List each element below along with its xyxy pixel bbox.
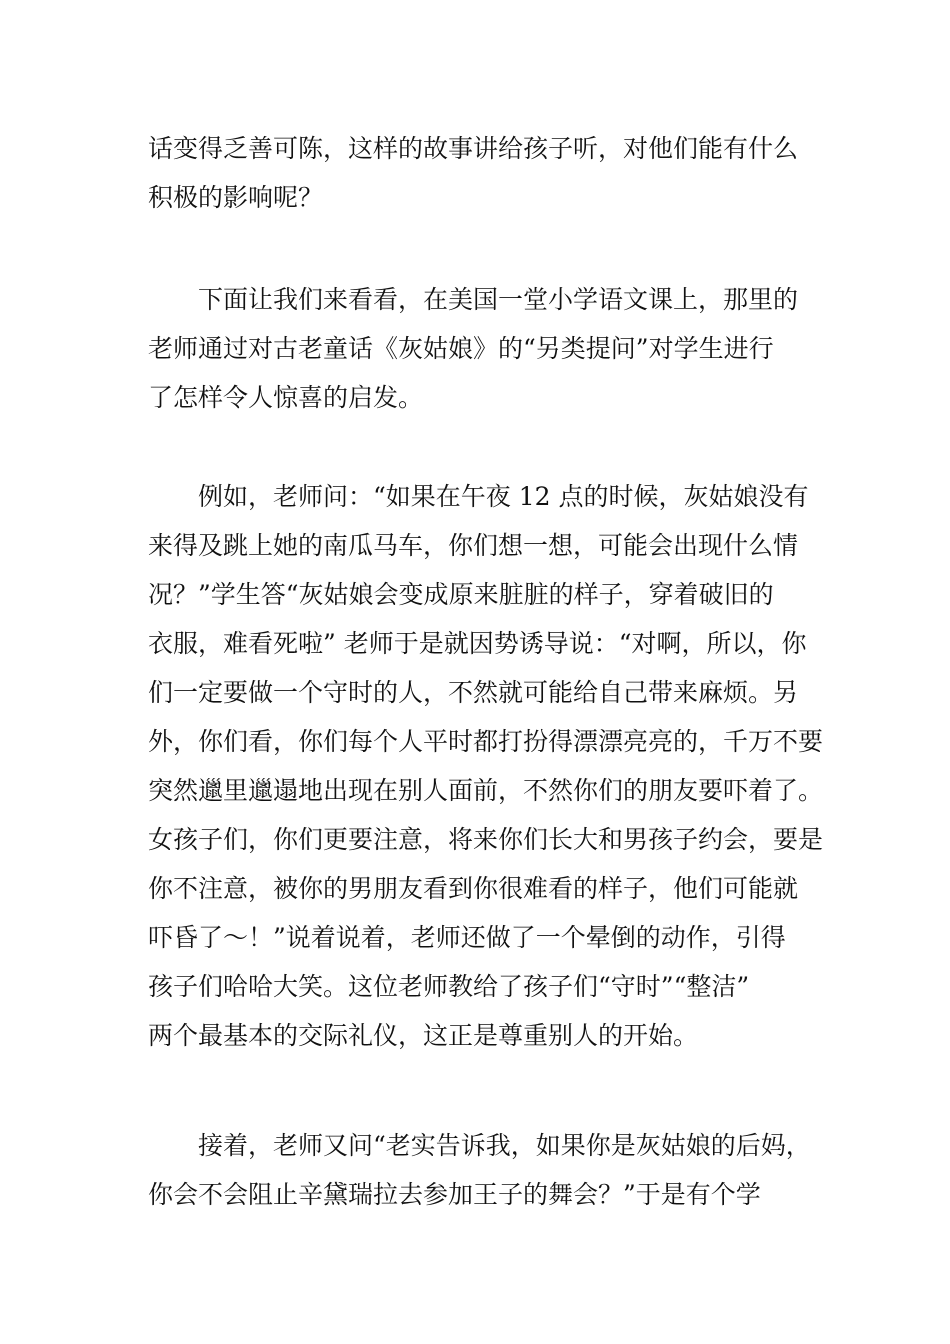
text-line: 况？”学生答“灰姑娘会变成原来脏脏的样子，穿着破旧的 xyxy=(148,580,774,609)
text-line: 接着，老师又问“老实告诉我，如果你是灰姑娘的后妈， xyxy=(198,1131,811,1160)
text-line: 吓昏了～！”说着说着，老师还做了一个晕倒的动作，引得 xyxy=(148,923,786,952)
paragraph-4 xyxy=(148,1121,828,1219)
text-line: 你会不会阻止辛黛瑞拉去参加王子的舞会？”于是有个学 xyxy=(148,1180,761,1209)
text-line: 了怎样令人惊喜的启发。 xyxy=(148,383,424,412)
text-line: 话变得乏善可陈，这样的故事讲给孩子听，对他们能有什么 xyxy=(148,134,799,163)
text-line: 你不注意，被你的男朋友看到你很难看的样子，他们可能就 xyxy=(148,874,799,903)
text-line: 们一定要做一个守时的人，不然就可能给自己带来麻烦。另 xyxy=(148,678,799,707)
paragraph-3 xyxy=(148,472,828,1060)
paragraph-2 xyxy=(148,275,828,422)
text-line: 下面让我们来看看，在美国一堂小学语文课上，那里的 xyxy=(198,285,799,314)
text-line: 来得及跳上她的南瓜马车，你们想一想，可能会出现什么情 xyxy=(148,531,799,560)
text-line: 外，你们看，你们每个人平时都打扮得漂漂亮亮的，千万不要 xyxy=(148,727,824,756)
text-line: 衣服，难看死啦” 老师于是就因势诱导说：“对啊，所以，你 xyxy=(148,629,807,658)
text-line: 积极的影响呢？ xyxy=(148,183,324,212)
text-line: 例如，老师问：“如果在午夜 12 点的时候，灰姑娘没有 xyxy=(198,482,809,511)
text-line: 女孩子们，你们更要注意，将来你们长大和男孩子约会，要是 xyxy=(148,825,824,854)
text-line: 老师通过对古老童话《灰姑娘》的“另类提问”对学生进行 xyxy=(148,334,774,363)
text-line: 突然邋里邋遢地出现在别人面前，不然你们的朋友要吓着了。 xyxy=(148,776,824,805)
text-line: 两个最基本的交际礼仪，这正是尊重别人的开始。 xyxy=(148,1021,699,1050)
paragraph-1 xyxy=(148,124,828,222)
text-line: 孩子们哈哈大笑。这位老师教给了孩子们“守时”“整洁” xyxy=(148,972,750,1001)
